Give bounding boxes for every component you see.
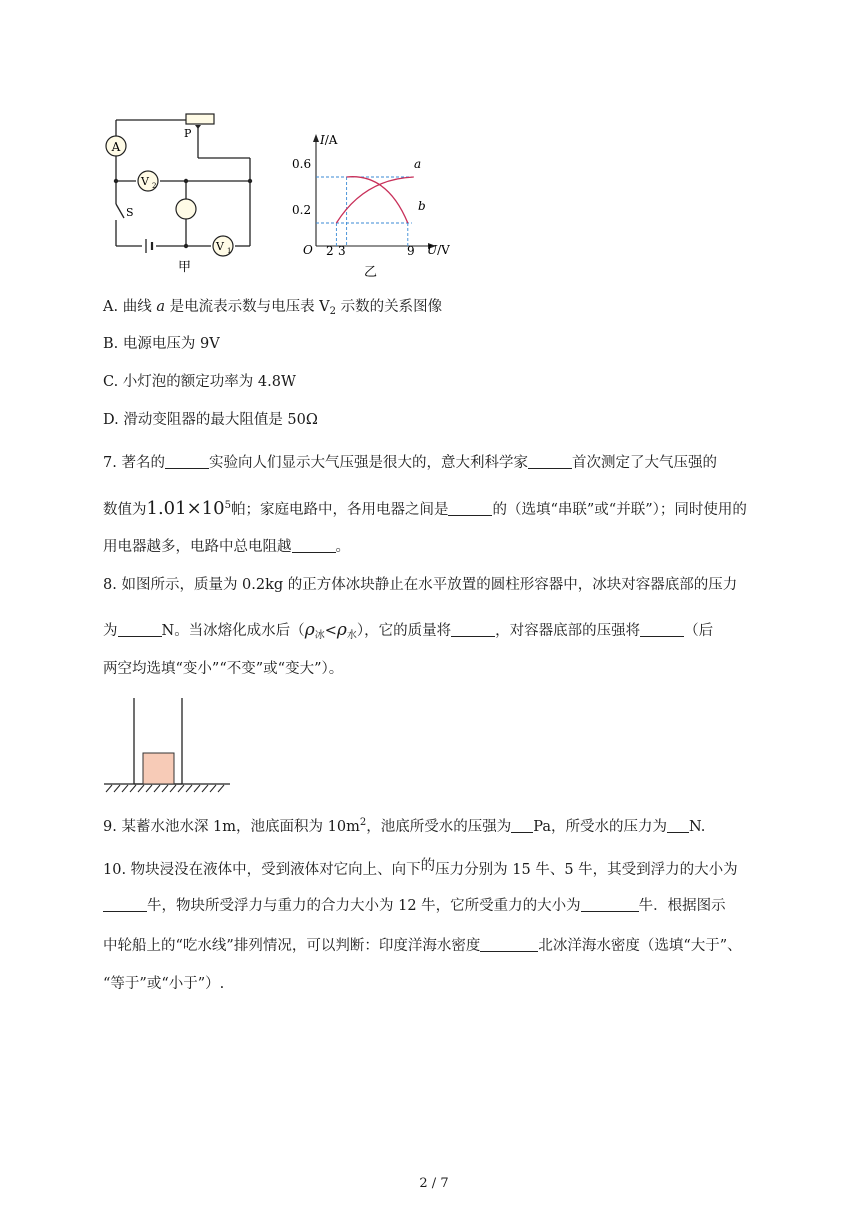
rheostat-icon: [186, 114, 214, 124]
q9-line: 9. 某蓄水池水深 1m，池底面积为 $10m^2$，池底所受水的压强为 Pa，所受水的压力为 N.: [103, 817, 706, 835]
figure-caption-jia: 甲: [178, 260, 192, 275]
q10-line-4: “等于”或“小于”）.: [103, 976, 225, 992]
switch-label: S: [126, 206, 134, 219]
voltmeter-v1-icon: [213, 236, 233, 256]
ice-container-figure: [100, 694, 240, 794]
q8-blank-3[interactable]: [640, 622, 684, 637]
q10-line-2: 牛，物块所受浮力与重力的合力大小为 12 牛，它所受重力的大小为 牛．根据图示: [103, 896, 726, 916]
ice-cube-icon: [143, 753, 174, 784]
iu-graph: [290, 130, 460, 280]
q8-blank-1[interactable]: [118, 622, 162, 637]
q9-blank-2[interactable]: [667, 818, 689, 833]
voltmeter-v2-icon: [138, 171, 158, 191]
origin-label: O: [303, 243, 313, 257]
x-axis-label: U/V: [427, 243, 450, 257]
q8-line-2: 为 N。当冰熔化成水后$(\rho_冰<\rho_水)$，它的质量将 ，对容器底部的压强将 （后: [103, 620, 714, 641]
option-d: D. 滑动变阻器的最大阻值是 50Ω: [103, 412, 318, 428]
curve-b-label: b: [418, 199, 426, 213]
circuit-diagram: [100, 108, 260, 283]
q8-line-3: 两空均选填“变小”“不变”或“变大”）。: [103, 661, 344, 677]
y-axis-label: I/A: [320, 133, 338, 147]
q10-blank-2[interactable]: [581, 897, 639, 912]
lamp-icon: [176, 199, 196, 219]
q10-line-1: 10. 物块浸没在液体中，受到液体对它向上、向下的压力分别为 15 牛、5 牛，其受到浮力的大小为: [103, 858, 738, 878]
svg-text:2: 2: [152, 182, 157, 190]
x-tick-9: 9: [407, 244, 415, 258]
slider-label: P: [184, 127, 192, 140]
y-tick-0-2: 0.2: [292, 203, 312, 217]
q7-line-1: 7. 著名的 实验向人们显示大气压强是很大的，意大利科学家 首次测定了大气压强的: [103, 455, 717, 471]
svg-text:1: 1: [227, 247, 232, 255]
curve-b: [336, 177, 413, 223]
q7-line-3: 用电器越多，电路中总电阻越 。: [103, 539, 350, 555]
x-tick-2: 2: [326, 244, 334, 258]
x-tick-3: 3: [338, 244, 346, 258]
q7-blank-4[interactable]: [292, 538, 336, 553]
q7-blank-3[interactable]: [448, 501, 492, 516]
figure-caption-yi: 乙: [364, 265, 378, 280]
y-tick-0-6: 0.6: [292, 157, 312, 171]
q8-line-1: 8. 如图所示，质量为 0.2kg 的正方体冰块静止在水平放置的圆柱形容器中，冰块对容器底部的压力: [103, 577, 738, 593]
ammeter-icon: [106, 136, 126, 156]
q9-blank-1[interactable]: [511, 818, 533, 833]
q10-blank-1[interactable]: [103, 897, 147, 912]
svg-text:V: V: [216, 240, 224, 253]
curve-a-label: a: [414, 157, 422, 171]
q7-line-2: 数值为$1.01\times 10^5$帕；家庭电路中，各用电器之间是 的（选填“串联”或“并联”）；同时使用的: [103, 498, 747, 519]
option-a: A. 曲线 a 是电流表示数与电压表 $V_2$ 示数的关系图像: [103, 299, 443, 317]
page-number: 2 / 7: [419, 1176, 449, 1191]
q7-blank-2[interactable]: [528, 454, 572, 469]
q10-line-3: 中轮船上的“吃水线”排列情况，可以判断：印度洋海水密度 北冰洋海水密度（选填“大于”、: [103, 938, 742, 954]
q8-blank-2[interactable]: [451, 622, 495, 637]
q7-blank-1[interactable]: [165, 454, 209, 469]
option-c: C. 小灯泡的额定功率为 4.8W: [103, 374, 296, 390]
q10-blank-3[interactable]: [480, 937, 538, 952]
option-b: B. 电源电压为 9V: [103, 336, 220, 352]
svg-text:A: A: [111, 140, 121, 154]
svg-text:V: V: [141, 175, 149, 188]
